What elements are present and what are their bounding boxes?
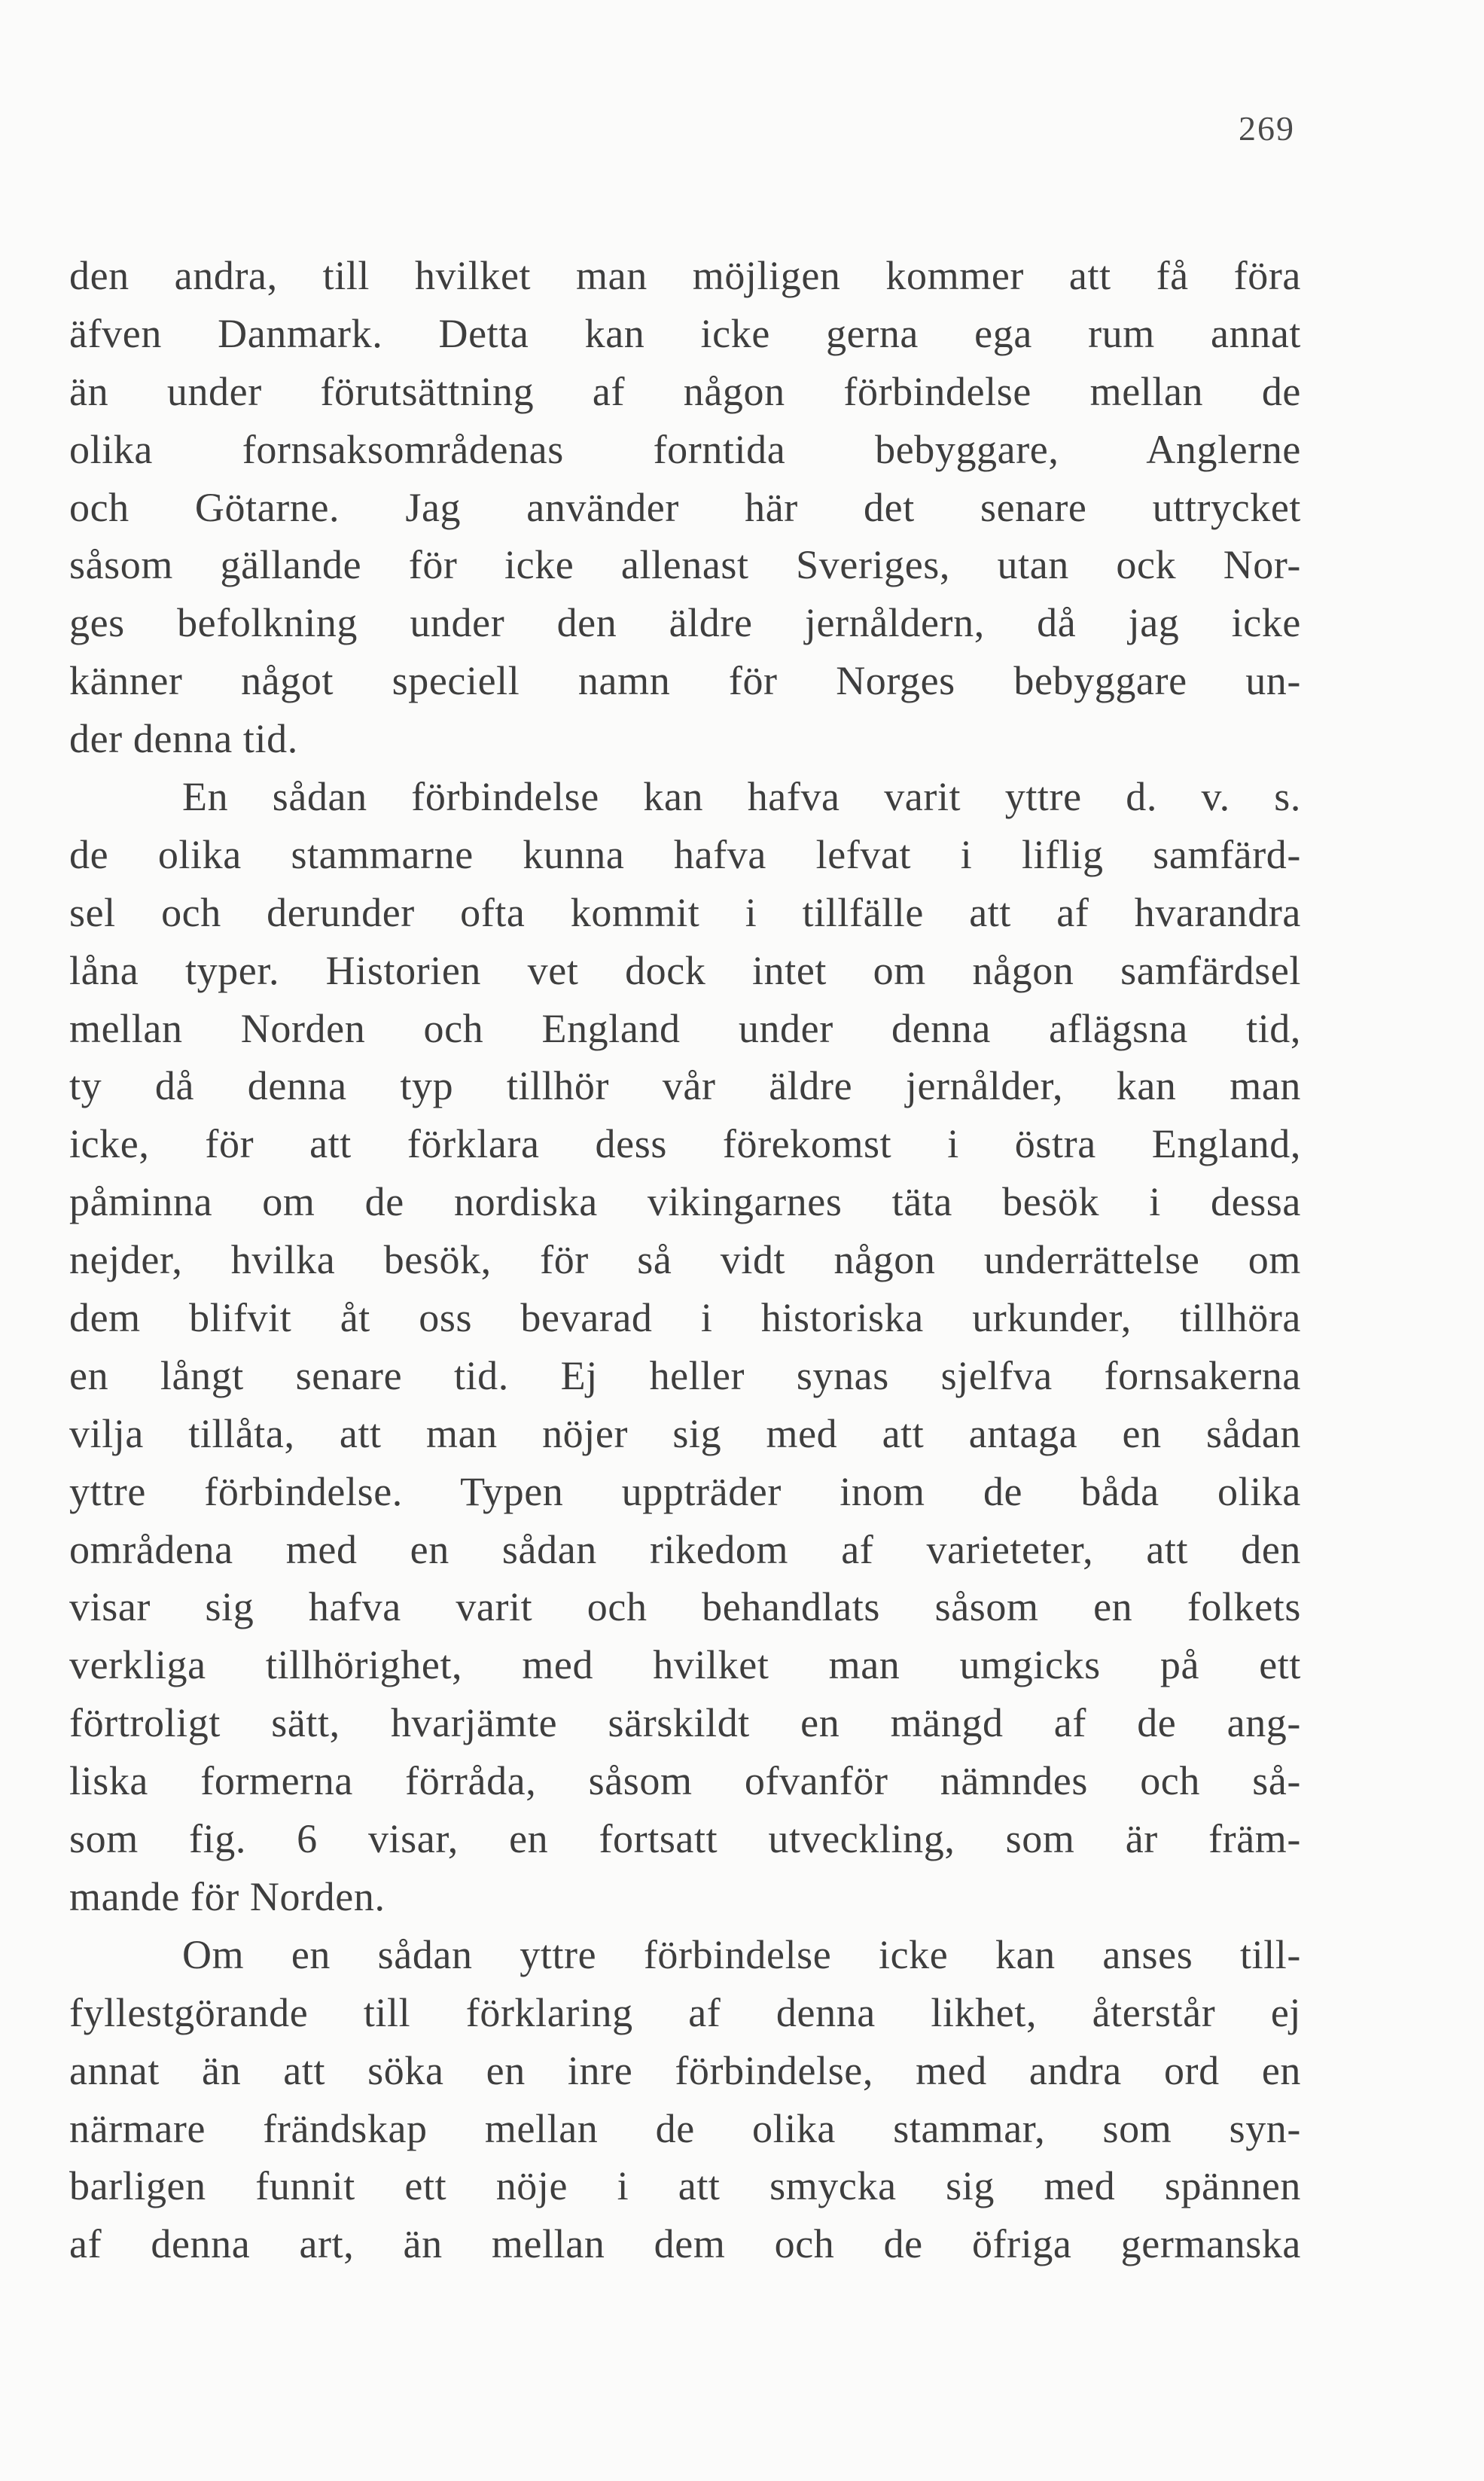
text-line: ges befolkning under den äldre jernåldern, då jag icke xyxy=(69,600,1301,646)
text-line: förtroligt sätt, hvarjämte särskildt en mängd af de ang- xyxy=(69,1700,1301,1746)
text-line: som fig. 6 visar, en fortsatt utveckling, som är främ- xyxy=(69,1816,1301,1862)
text-line: af denna art, än mellan dem och de öfriga germanska xyxy=(69,2221,1301,2267)
text-line: vilja tillåta, att man nöjer sig med att antaga en sådan xyxy=(69,1410,1301,1456)
text-line: der denna tid. xyxy=(69,716,298,762)
text-line: mande för Norden. xyxy=(69,1873,385,1919)
text-line: dem blifvit åt oss bevarad i historiska urkunder, tillhöra xyxy=(69,1295,1301,1341)
text-line: sel och derunder ofta kommit i tillfälle att af hvarandra xyxy=(69,889,1301,935)
text-line: och Götarne. Jag använder här det senare uttrycket xyxy=(69,484,1301,530)
body-text xyxy=(69,247,1301,2273)
text-line: fyllestgörande till förklaring af denna likhet, återstår ej xyxy=(69,1989,1301,2035)
text-line: låna typer. Historien vet dock intet om någon samfärdsel xyxy=(69,947,1301,993)
text-line: närmare frändskap mellan de olika stammar, som syn- xyxy=(69,2105,1301,2151)
text-line: än under förutsättning af någon förbindelse mellan de xyxy=(69,368,1301,414)
text-line: Om en sådan yttre förbindelse icke kan anses till- xyxy=(182,1931,1301,1977)
text-line: liska formerna förråda, såsom ofvanför nämndes och så- xyxy=(69,1758,1301,1804)
text-line: den andra, till hvilket man möjligen kommer att få föra xyxy=(69,253,1301,298)
text-line: såsom gällande för icke allenast Sveriges, utan ock Nor- xyxy=(69,542,1301,588)
text-line: En sådan förbindelse kan hafva varit yttre d. v. s. xyxy=(182,774,1301,820)
text-line: annat än att söka en inre förbindelse, med andra ord en xyxy=(69,2047,1301,2093)
text-line: känner något speciell namn för Norges bebyggare un- xyxy=(69,658,1301,704)
text-line: en långt senare tid. Ej heller synas sjelfva fornsakerna xyxy=(69,1352,1301,1398)
text-line: yttre förbindelse. Typen uppträder inom de båda olika xyxy=(69,1468,1301,1514)
text-line: icke, för att förklara dess förekomst i östra England, xyxy=(69,1121,1301,1167)
text-line: mellan Norden och England under denna aflägsna tid, xyxy=(69,1005,1301,1051)
text-line: ty då denna typ tillhör vår äldre jernålder, kan man xyxy=(69,1063,1301,1109)
text-line: äfven Danmark. Detta kan icke gerna ega rum annat xyxy=(69,310,1301,356)
text-line: visar sig hafva varit och behandlats såsom en folkets xyxy=(69,1584,1301,1630)
text-line: de olika stammarne kunna hafva lefvat i liflig samfärd- xyxy=(69,831,1301,877)
text-line: områdena med en sådan rikedom af varieteter, att den xyxy=(69,1526,1301,1572)
page-number: 269 xyxy=(1239,109,1295,148)
text-line: verkliga tillhörighet, med hvilket man umgicks på ett xyxy=(69,1642,1301,1688)
text-line: olika fornsaksområdenas forntida bebyggare, Anglerne xyxy=(69,426,1301,472)
text-line: barligen funnit ett nöje i att smycka sig med spännen xyxy=(69,2163,1301,2209)
text-line: nejder, hvilka besök, för så vidt någon underrättelse om xyxy=(69,1237,1301,1283)
text-line: påminna om de nordiska vikingarnes täta besök i dessa xyxy=(69,1179,1301,1225)
